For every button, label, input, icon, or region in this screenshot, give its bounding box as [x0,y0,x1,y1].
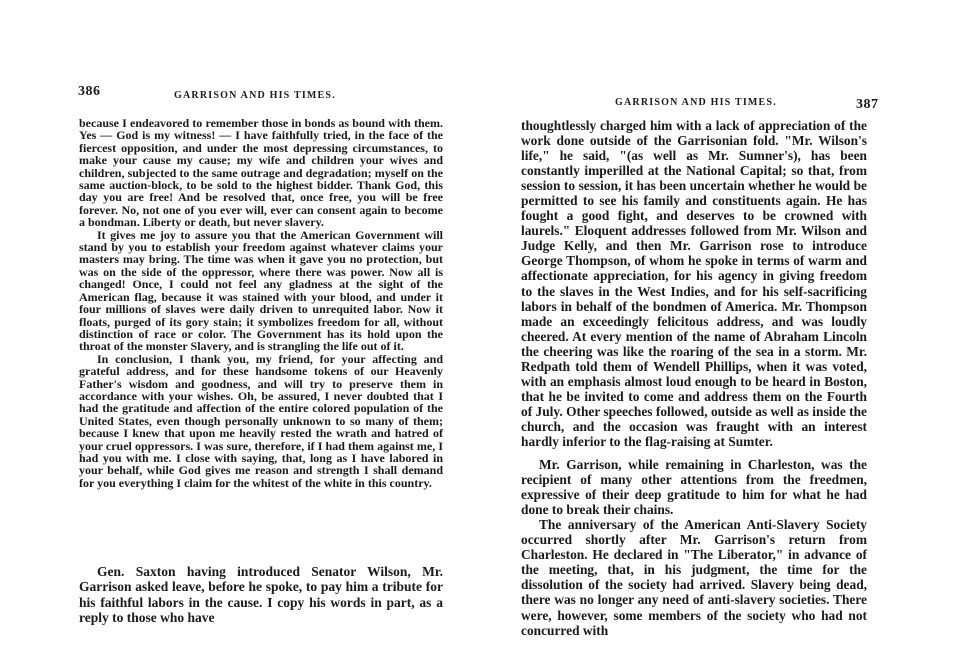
paragraph: In conclusion, I thank you, my friend, for your affecting and grateful address, and for these handsome tokens of our Heavenly Father's wisdom and goodness, and will try to preserve them in accordance with your wishes. Oh, be assured, I never doubted that I had the gratitude and affection of the entire colored population of the United States, even though personally unknown to so many of them; because I knew that upon me heavily rested the wrath and hatred of your cruel oppressors. I was sure, therefore, if I had them against me, I had you with me. I close with saying, that, long as I have labored in your behalf, while God gives me reason and strength I shall demand for you everything I claim for the whitest of the white in this country. [79,351,443,490]
paragraph: thoughtlessly charged him with a lack of appreciation of the work done outside of the Garrisonian fold. "Mr. Wilson's life," he said, "(as well as Mr. Sumner's), has been constantly imperilled at the National Capital; so that, from session to session, it has been uncertain whether he would be permitted to see his family and constituents again. He has fought a good fight, and deserves to be crowned with laurels." Eloquent addresses followed from Mr. Wilson and Judge Kelly, and then Mr. Garrison rose to introduce George Thompson, of whom he spoke in terms of warm and affectionate appreciation, for his agency in giving freedom to the slaves in the West Indies, and for his self-sacrificing labors in behalf of the bondmen of America. Mr. Thompson made an exceedingly felicitous address, and was loudly cheered. At every mention of the name of Abraham Lincoln the cheering was like the roaring of the sea in a storm. Mr. Redpath told them of Wendell Phillips, when it was voted, with an emphasis almost loud enough to be heard in Boston, that he be invited to come and address them on the Fourth of July. Other speeches followed, outside as well as inside the church, and the occasion was fraught with an interest hardly inferior to the flag-raising at Sumter. [521,118,867,449]
right-page [490,0,980,659]
running-head-left: GARRISON AND HIS TIMES. [174,90,336,101]
page-number-right: 387 [856,97,879,112]
running-head-right: GARRISON AND HIS TIMES. [615,97,777,108]
paragraph: because I endeavored to remember those in bonds as bound with them. Yes — God is my witness! — I have faithfully tried, in the face of the fiercest opposition, and under the most depressing circumstances, to make your cause my cause; my wife and children your wives and children, subjected to the same outrage and degradation; myself on the same auction-block, to be sold to the highest bidder. Thank God, this day you are free! And be resolved that, once free, you will be free forever. No, not one of you ever will, ever can consent again to become a bondman. Liberty or death, but never slavery. [79,116,443,230]
paragraph: Gen. Saxton having introduced Senator Wilson, Mr. Garrison asked leave, before he spoke, to pay him a tribute for his faithful labors in the cause. I copy his words in part, as a reply to those who have [79,564,443,626]
right-body [521,118,867,638]
page-number-left: 386 [78,84,101,99]
paragraph: It gives me joy to assure you that the American Government will stand by you to establish your freedom against whatever claims your masters may bring. The time was when it gave you no protection, but was on the side of the oppressor, where there was power. Now all is changed! Once, I could not feel any gladness at the sight of the American flag, because it was stained with your blood, and under it four millions of slaves were daily driven to unrequited labor. Now it floats, purged of its gory stain; it symbolizes freedom for all, without distinction of race or color. The Government has its hold upon the throat of the monster Slavery, and is strangling the life out of it. [79,227,443,354]
paragraph: Mr. Garrison, while remaining in Charleston, was the recipient of many other attentions from the freedmen, expressive of their deep gratitude to him for what he had done to break their chains. [521,457,867,518]
left-body-large [79,564,443,626]
left-body-small [79,117,443,489]
paragraph: The anniversary of the American Anti-Slavery Society occurred shortly after Mr. Garrison's return from Charleston. He declared in "The Liberator," in advance of the meeting, that, in his judgment, the time for the dissolution of the society had arrived. Slavery being dead, there was no longer any need of anti-slavery societies. There were, however, some members of the society who had not concurred with [521,517,867,638]
